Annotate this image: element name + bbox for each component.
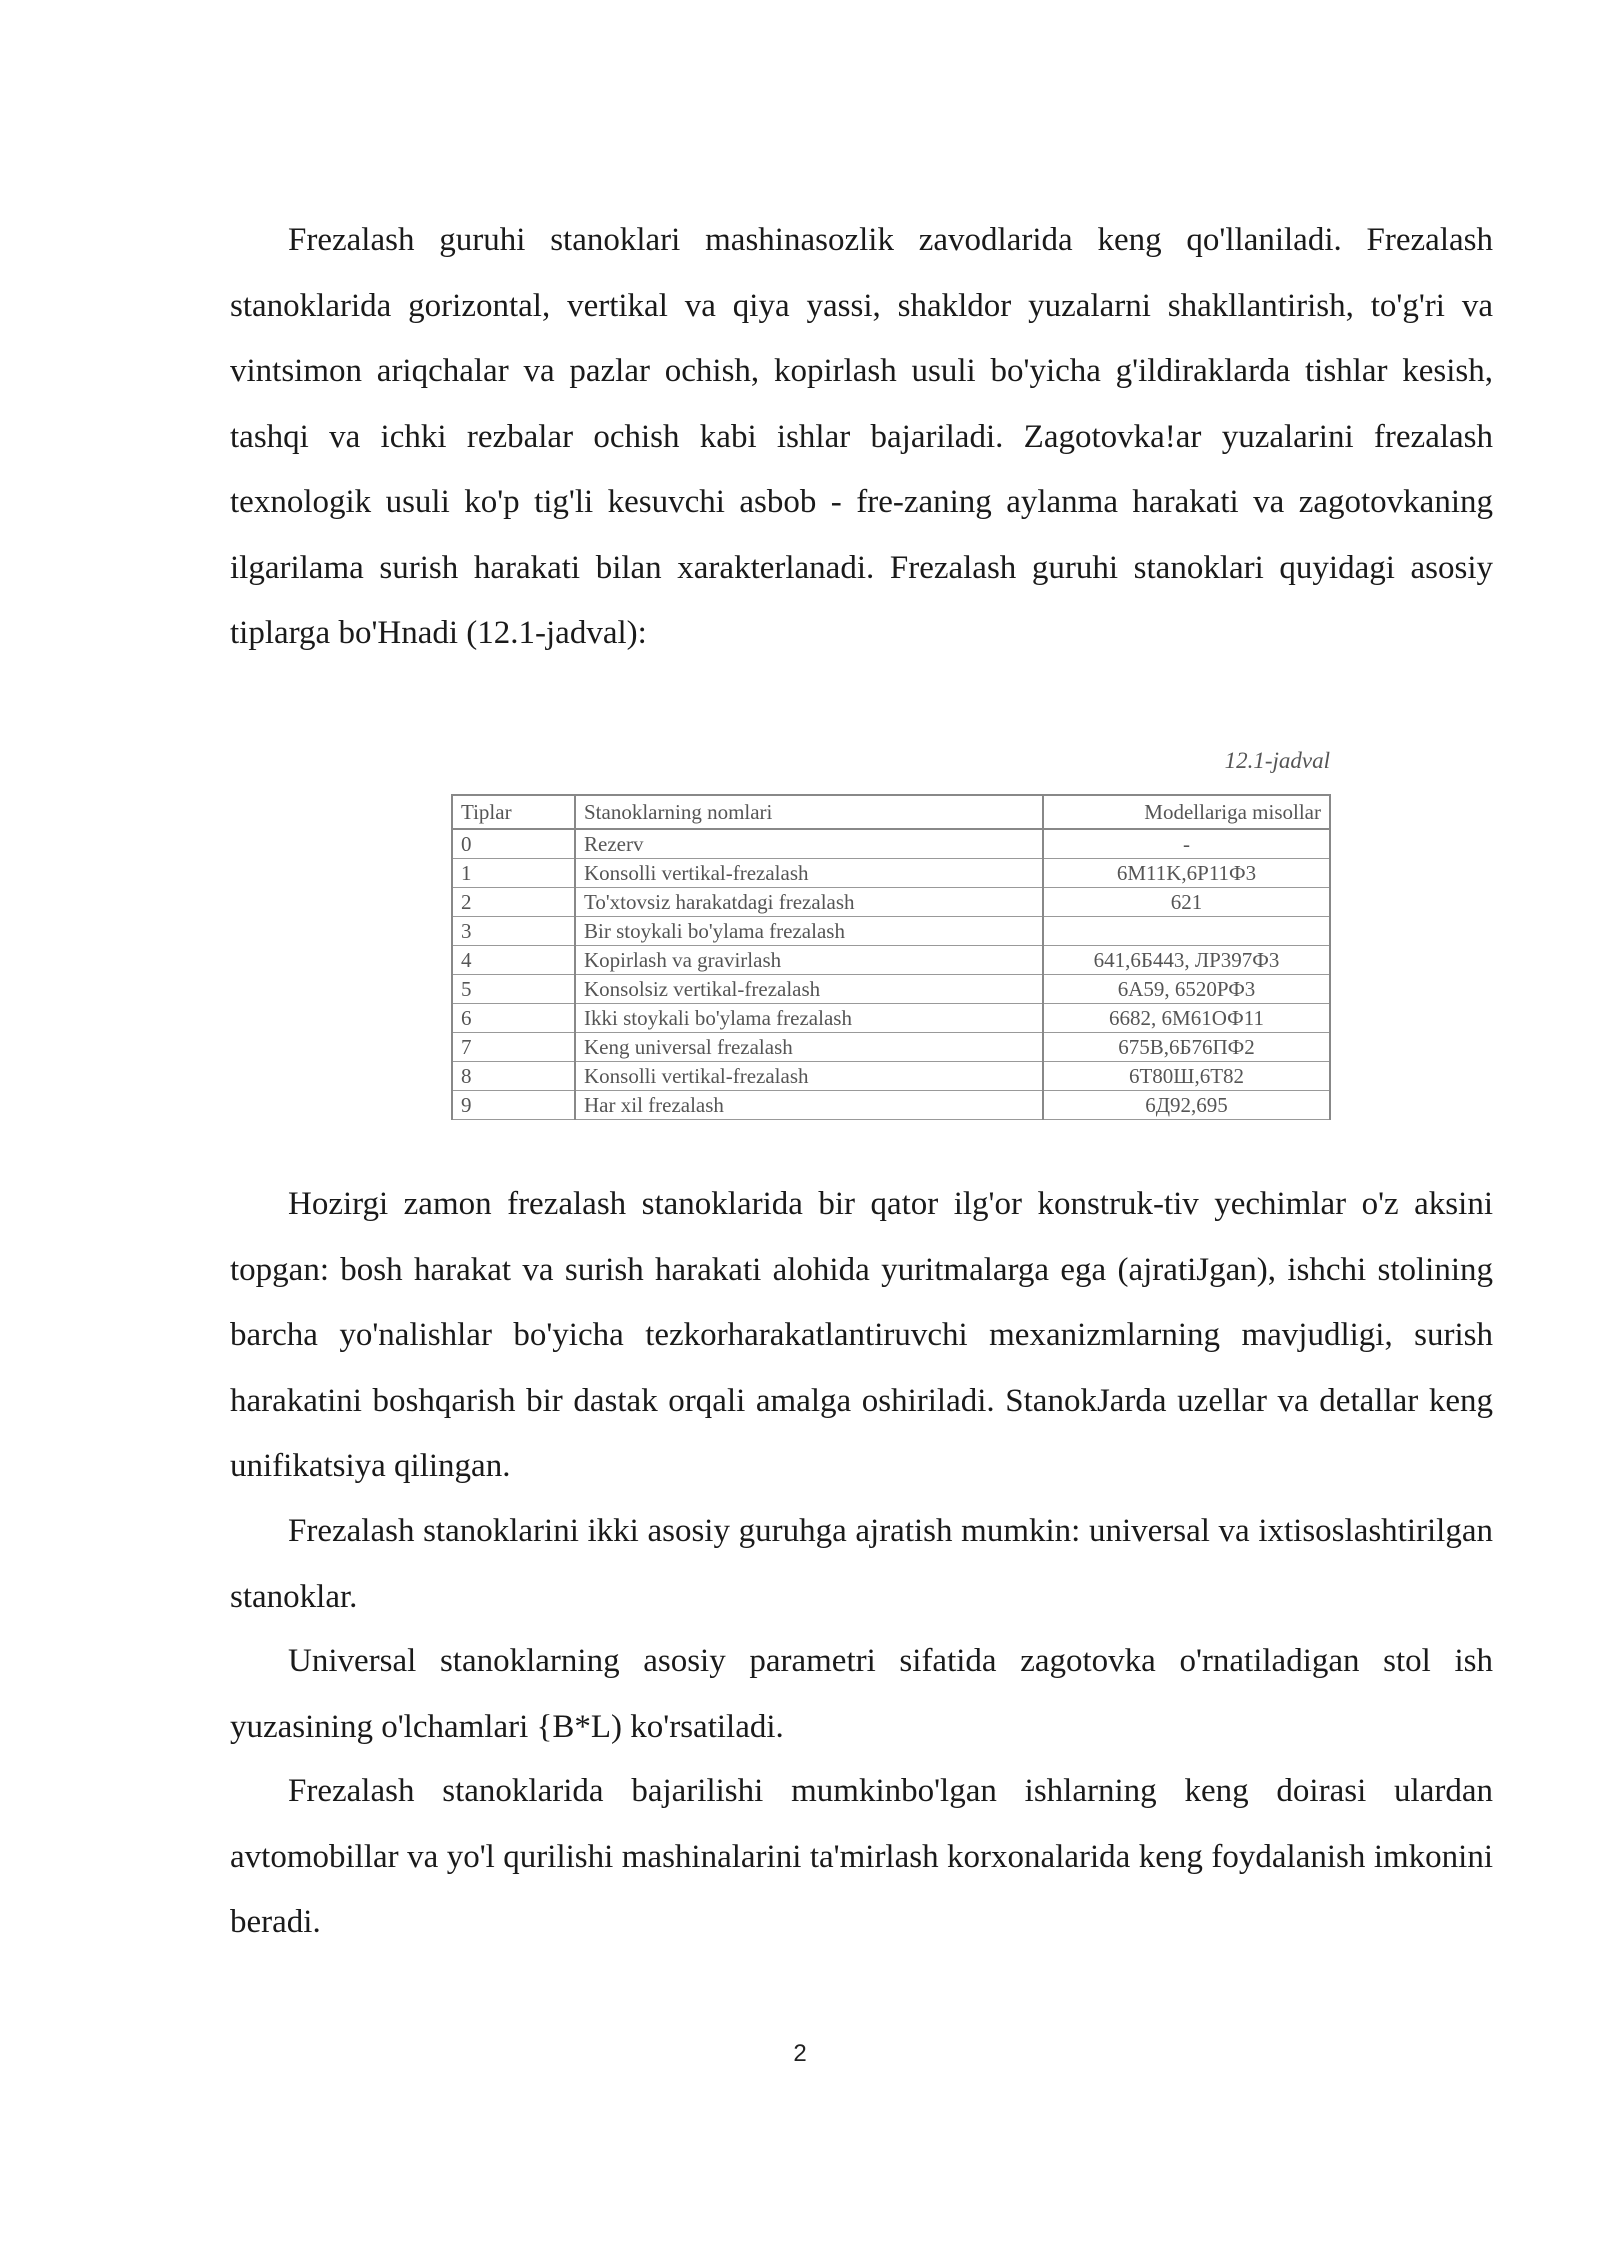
cell-model-examples: 621 [1043, 888, 1330, 917]
cell-machine-name: Konsolli vertikal-frezalash [575, 859, 1043, 888]
table-row [452, 1091, 1330, 1120]
cell-type: 9 [452, 1091, 575, 1120]
cell-type: 8 [452, 1062, 575, 1091]
table-row [452, 1062, 1330, 1091]
header-machine-names: Stanoklarning nomlari [575, 795, 1043, 829]
cell-machine-name: Ikki stoykali bo'ylama frezalash [575, 1004, 1043, 1033]
cell-model-examples: 6M11K,6P11Ф3 [1043, 859, 1330, 888]
table-row [452, 829, 1330, 859]
paragraph-universal-parameter: Universal stanoklarning asosiy parametri sifatida zagotovka o'rnatiladigan stol ish yuzasining o'lchamlari {B*L) ko'rsatiladi. [230, 1643, 1493, 1745]
cell-model-examples: 6A59, 6520РФ3 [1043, 975, 1330, 1004]
cell-model-examples: 675B,6Б76ПФ2 [1043, 1033, 1330, 1062]
cell-machine-name: To'xtovsiz harakatdagi frezalash [575, 888, 1043, 917]
cell-model-examples: 641,6Б443, ЛР397Ф3 [1043, 946, 1330, 975]
cell-type: 4 [452, 946, 575, 975]
cell-type: 2 [452, 888, 575, 917]
cell-machine-name: Keng universal frezalash [575, 1033, 1043, 1062]
paragraph-intro: Frezalash guruhi stanoklari mashinasozlik zavodlarida keng qo'llaniladi. Frezalash stanoklarida gorizontal, vertikal va qiya yassi, shakldor yuzalarni shakllantirish, to'g'ri va vintsimon ariqchalar va pazlar ochish, kopirlash usuli bo'yicha g'ildiraklarda tishlar kesish, tashqi va ichki rezbalar ochish kabi ishlar bajariladi. Zagotovka!ar yuzalarini frezalash texnologik usuli ko'p tig'li kesuvchi asbob - fre-zaning aylanma harakati va zagotovkaning ilgarilama surish harakati bilan xarakterlanadi. Frezalash guruhi stanoklari quyidagi asosiy tiplarga bo'Hnadi (12.1-jadval): [230, 222, 1493, 651]
cell-model-examples [1043, 917, 1330, 946]
cell-type: 1 [452, 859, 575, 888]
paragraph-modern-solutions: Hozirgi zamon frezalash stanoklarida bir qator ilg'or konstruk-tiv yechimlar o'z aksini topgan: bosh harakat va surish harakati alohida yuritmalarga ega (ajratiJgan), ishchi stolining barcha yo'nalishlar bo'yicha tezkorharakatlantiruvchi mexanizmlarning mavjudligi, surish harakatini boshqarish bir dastak orqali amalga oshiriladi. StanokJarda uzellar va detallar keng unifikatsiya qilingan. [230, 1186, 1493, 1484]
cell-type: 3 [452, 917, 575, 946]
table-row [452, 888, 1330, 917]
table-row [452, 859, 1330, 888]
cell-type: 7 [452, 1033, 575, 1062]
cell-machine-name: Konsolli vertikal-frezalash [575, 1062, 1043, 1091]
table-caption: 12.1-jadval [1224, 748, 1330, 773]
header-model-examples: Modellariga misollar [1043, 795, 1330, 829]
cell-model-examples: 6682, 6M61ОФ11 [1043, 1004, 1330, 1033]
cell-type: 0 [452, 829, 575, 859]
table-row [452, 975, 1330, 1004]
cell-machine-name: Konsolsiz vertikal-frezalash [575, 975, 1043, 1004]
table-header-row [452, 795, 1330, 829]
table-row [452, 917, 1330, 946]
page-number: 2 [793, 2040, 807, 2067]
cell-model-examples: - [1043, 829, 1330, 859]
header-types: Tiplar [452, 795, 575, 829]
cell-model-examples: 6Д92,695 [1043, 1091, 1330, 1120]
cell-machine-name: Bir stoykali bo'ylama frezalash [575, 917, 1043, 946]
cell-machine-name: Kopirlash va gravirlash [575, 946, 1043, 975]
paragraph-application-scope: Frezalash stanoklarida bajarilishi mumkinbo'lgan ishlarning keng doirasi ulardan avtomobillar va yo'l qurilishi mashinalarini ta'mirlash korxonalarida keng foydalanish imkonini beradi. [230, 1773, 1493, 1940]
cell-machine-name: Har xil frezalash [575, 1091, 1043, 1120]
paragraph-two-groups: Frezalash stanoklarini ikki asosiy guruhga ajratish mumkin: universal va ixtisoslashtirilgan stanoklar. [230, 1513, 1493, 1615]
table-row [452, 1033, 1330, 1062]
cell-machine-name: Rezerv [575, 829, 1043, 859]
milling-machine-types-table [451, 794, 1331, 1120]
cell-model-examples: 6T80Ш,6T82 [1043, 1062, 1330, 1091]
table-row [452, 946, 1330, 975]
table-row [452, 1004, 1330, 1033]
cell-type: 6 [452, 1004, 575, 1033]
cell-type: 5 [452, 975, 575, 1004]
